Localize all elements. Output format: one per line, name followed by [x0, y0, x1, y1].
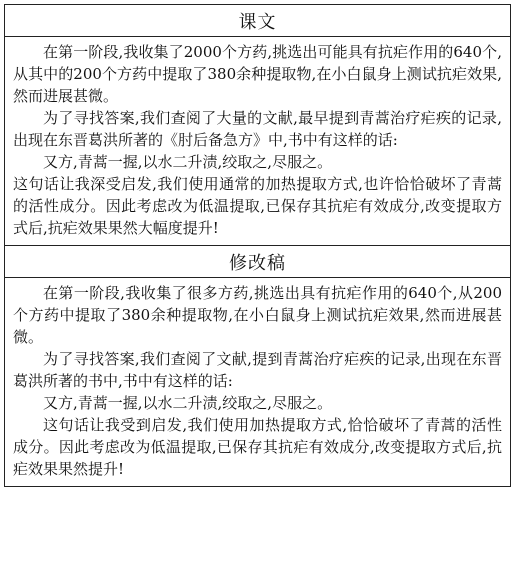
quoted-paragraph: 又方,青蒿一握,以水二升渍,绞取之,尽服之。 [43, 394, 333, 412]
section-body-revised [5, 278, 510, 486]
paragraph: 在第一阶段,我收集了2000个方药,挑选出可能具有抗疟作用的640个,从其中的200个方药中提取了380余种提取物,在小白鼠身上测试抗疟效果,然而进展甚微。 [13, 43, 502, 105]
paragraph: 为了寻找答案,我们查阅了文献,提到青蒿治疗疟疾的记录,出现在东晋葛洪所著的书中,书中有这样的话: [13, 350, 502, 390]
section-title-revised [5, 246, 510, 278]
section-body-original [5, 37, 510, 245]
section-title-original [5, 5, 510, 37]
section-title-text: 修改稿 [229, 252, 286, 274]
paragraph: 这句话让我深受启发,我们使用通常的加热提取方式,也许恰恰破坏了青蒿的活性成分。因此考虑改为低温提取,已保存其抗疟有效成分,改变提取方式后,抗疟效果果然大幅度提升! [13, 175, 502, 237]
paragraph: 这句话让我受到启发,我们使用加热提取方式,恰恰破坏了青蒿的活性成分。因此考虑改为低温提取,已保存其抗疟有效成分,改变提取方式后,抗疟效果果然提升! [13, 416, 502, 478]
paragraph: 为了寻找答案,我们查阅了大量的文献,最早提到青蒿治疗疟疾的记录,出现在东晋葛洪所著的《肘后备急方》中,书中有这样的话: [13, 109, 502, 149]
quoted-paragraph: 又方,青蒿一握,以水二升渍,绞取之,尽服之。 [43, 153, 333, 171]
comparison-table [4, 4, 511, 487]
paragraph: 在第一阶段,我收集了很多方药,挑选出具有抗疟作用的640个,从200个方药中提取了380余种提取物,在小白鼠身上测试抗疟效果,然而进展甚微。 [13, 284, 502, 346]
section-title-text: 课文 [238, 11, 277, 33]
